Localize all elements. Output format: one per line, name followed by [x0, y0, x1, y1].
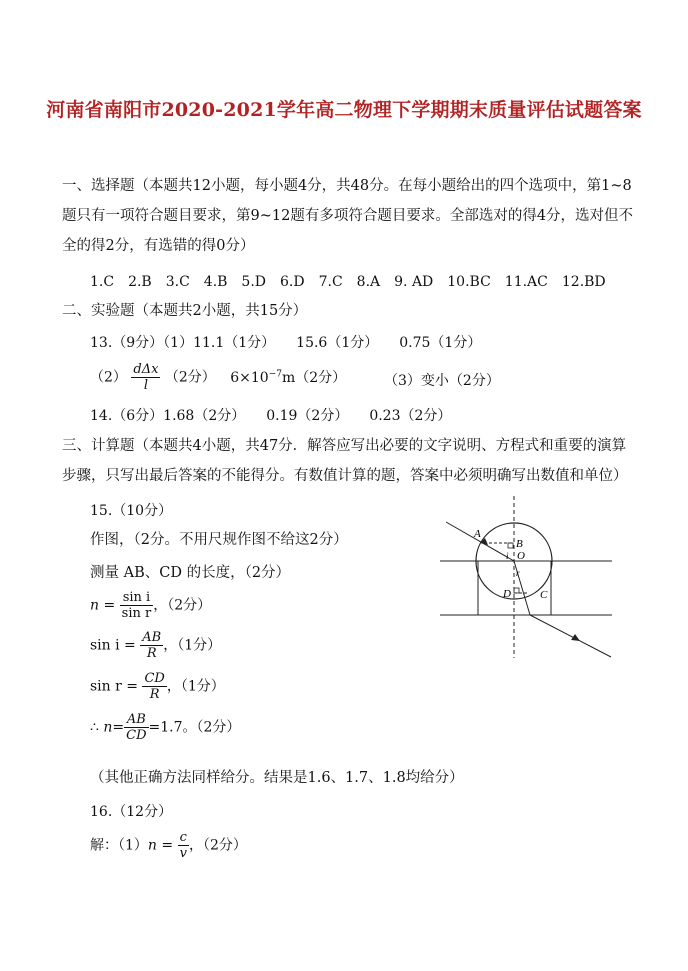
section3-heading-line2: 步骤，只写出最后答案的不能得分。有数值计算的题，答案中必须明确写出数值和单位） — [62, 468, 628, 484]
q13-part2 — [90, 362, 346, 393]
fraction-denominator: R — [146, 646, 157, 661]
q15-heading: 15.（10分） — [90, 503, 173, 519]
fraction-numerator: AB — [124, 712, 148, 728]
fraction-numerator: c — [178, 830, 189, 846]
formula-fraction — [142, 671, 166, 702]
q13-part2-prefix: （2） — [90, 369, 127, 386]
label-i: i — [506, 551, 509, 561]
q13-part2-value — [230, 370, 346, 386]
q15-alt-method-note: （其他正确方法同样给分。结果是1.6、1.7、1.8均给分） — [90, 770, 464, 786]
formula-points: ，（2分） — [188, 837, 247, 854]
formula-points: ，（2分） — [153, 597, 212, 614]
label-r: r — [516, 568, 520, 578]
formula-points: ，（1分） — [166, 678, 225, 695]
label-B: B — [516, 538, 523, 550]
formula-sin-r: sin r = $\frac{CD}{R}$ ，（1分） — [90, 671, 225, 702]
right-angle-D — [514, 588, 519, 593]
value-base: 6×10 — [230, 369, 269, 386]
section1-heading-line3: 全的得2分，有选错的得0分） — [62, 238, 255, 254]
section1-heading-line1: 一、选择题（本题共12小题，每小题4分，共48分。在每小题给出的四个选项中，第1~8 — [62, 178, 632, 194]
q13-part2-fraction — [131, 362, 160, 393]
label-C: C — [540, 589, 548, 601]
value-exponent: −7 — [268, 368, 282, 379]
q13-part2-points: （2分） — [164, 369, 216, 386]
refraction-diagram — [430, 492, 620, 664]
formula-lhs: n — [147, 837, 157, 854]
formula-result: ∴ n= $\frac{AB}{CD}$ =1.7。（2分） — [90, 712, 241, 743]
fraction-denominator: R — [149, 687, 160, 702]
q16-heading: 16.（12分） — [90, 804, 173, 820]
formula-n-sin: n = $\frac{\text{sin i}}{\text{sin r}}$ ，（2分） — [90, 590, 212, 621]
formula-result-value: =1.7。（2分） — [148, 719, 241, 736]
fraction-denominator: sin r — [121, 606, 152, 621]
page-title: 河南省南阳市2020-2021学年高二物理下学期期末质量评估试题答案 — [46, 99, 642, 121]
q14-answers: 14.（6分）1.68（2分） 0.19（2分） 0.23（2分） — [90, 408, 452, 424]
formula-fraction — [140, 630, 163, 661]
q15-measure-note: 测量 AB、CD 的长度，（2分） — [90, 565, 291, 581]
fraction-denominator: l — [143, 378, 148, 393]
label-D: D — [503, 588, 511, 600]
formula-lhs: n — [90, 597, 100, 614]
formula-lhs: sin r — [90, 678, 122, 695]
formula-lhs: n — [103, 719, 113, 736]
solution-prefix: 解：（1） — [90, 837, 148, 854]
value-unit: m（2分） — [281, 369, 347, 386]
section1-heading-line2: 题只有一项符合题目要求，第9~12题有多项符合题目要求。全部选对的得4分，选对但不 — [62, 208, 634, 224]
q13-part1: 13.（9分）（1）11.1（1分） 15.6（1分） 0.75（1分） — [90, 335, 482, 351]
fraction-numerator: sin i — [120, 590, 154, 606]
label-O: O — [517, 550, 525, 562]
q13-part3: （3）变小（2分） — [384, 373, 500, 389]
q15-draw-note: 作图，（2分。不用尺规作图不给这2分） — [90, 532, 348, 548]
formula-fraction — [124, 712, 148, 743]
fraction-numerator: dΔx — [133, 362, 159, 377]
formula-points: ，（1分） — [163, 637, 222, 654]
fraction-numerator: AB — [142, 630, 162, 645]
label-A: A — [474, 528, 481, 540]
formula-fraction — [178, 830, 189, 861]
therefore-symbol: ∴ — [90, 719, 99, 736]
emergent-ray — [530, 615, 611, 657]
formula-lhs: sin i — [90, 637, 120, 654]
fraction-denominator: CD — [126, 728, 147, 743]
formula-sin-i: sin i = $\frac{AB}{R}$ ，（1分） — [90, 630, 222, 661]
right-angle-B — [508, 543, 513, 548]
section2-heading: 二、实验题（本题共2小题，共15分） — [62, 303, 308, 319]
formula-fraction — [120, 590, 154, 621]
section3-heading-line1: 三、计算题（本题共4小题，共47分．解答应写出必要的文字说明、方程式和重要的演算 — [62, 438, 627, 454]
section1-answers: 1.C 2.B 3.C 4.B 5.D 6.D 7.C 8.A 9. AD 10.BC 11.AC 12.BD — [90, 274, 606, 290]
q16-solution-line1: 解：（1）n = $\frac{c}{v}$ ，（2分） — [90, 830, 247, 861]
fraction-numerator: CD — [144, 671, 165, 686]
fraction-denominator: v — [179, 846, 187, 861]
